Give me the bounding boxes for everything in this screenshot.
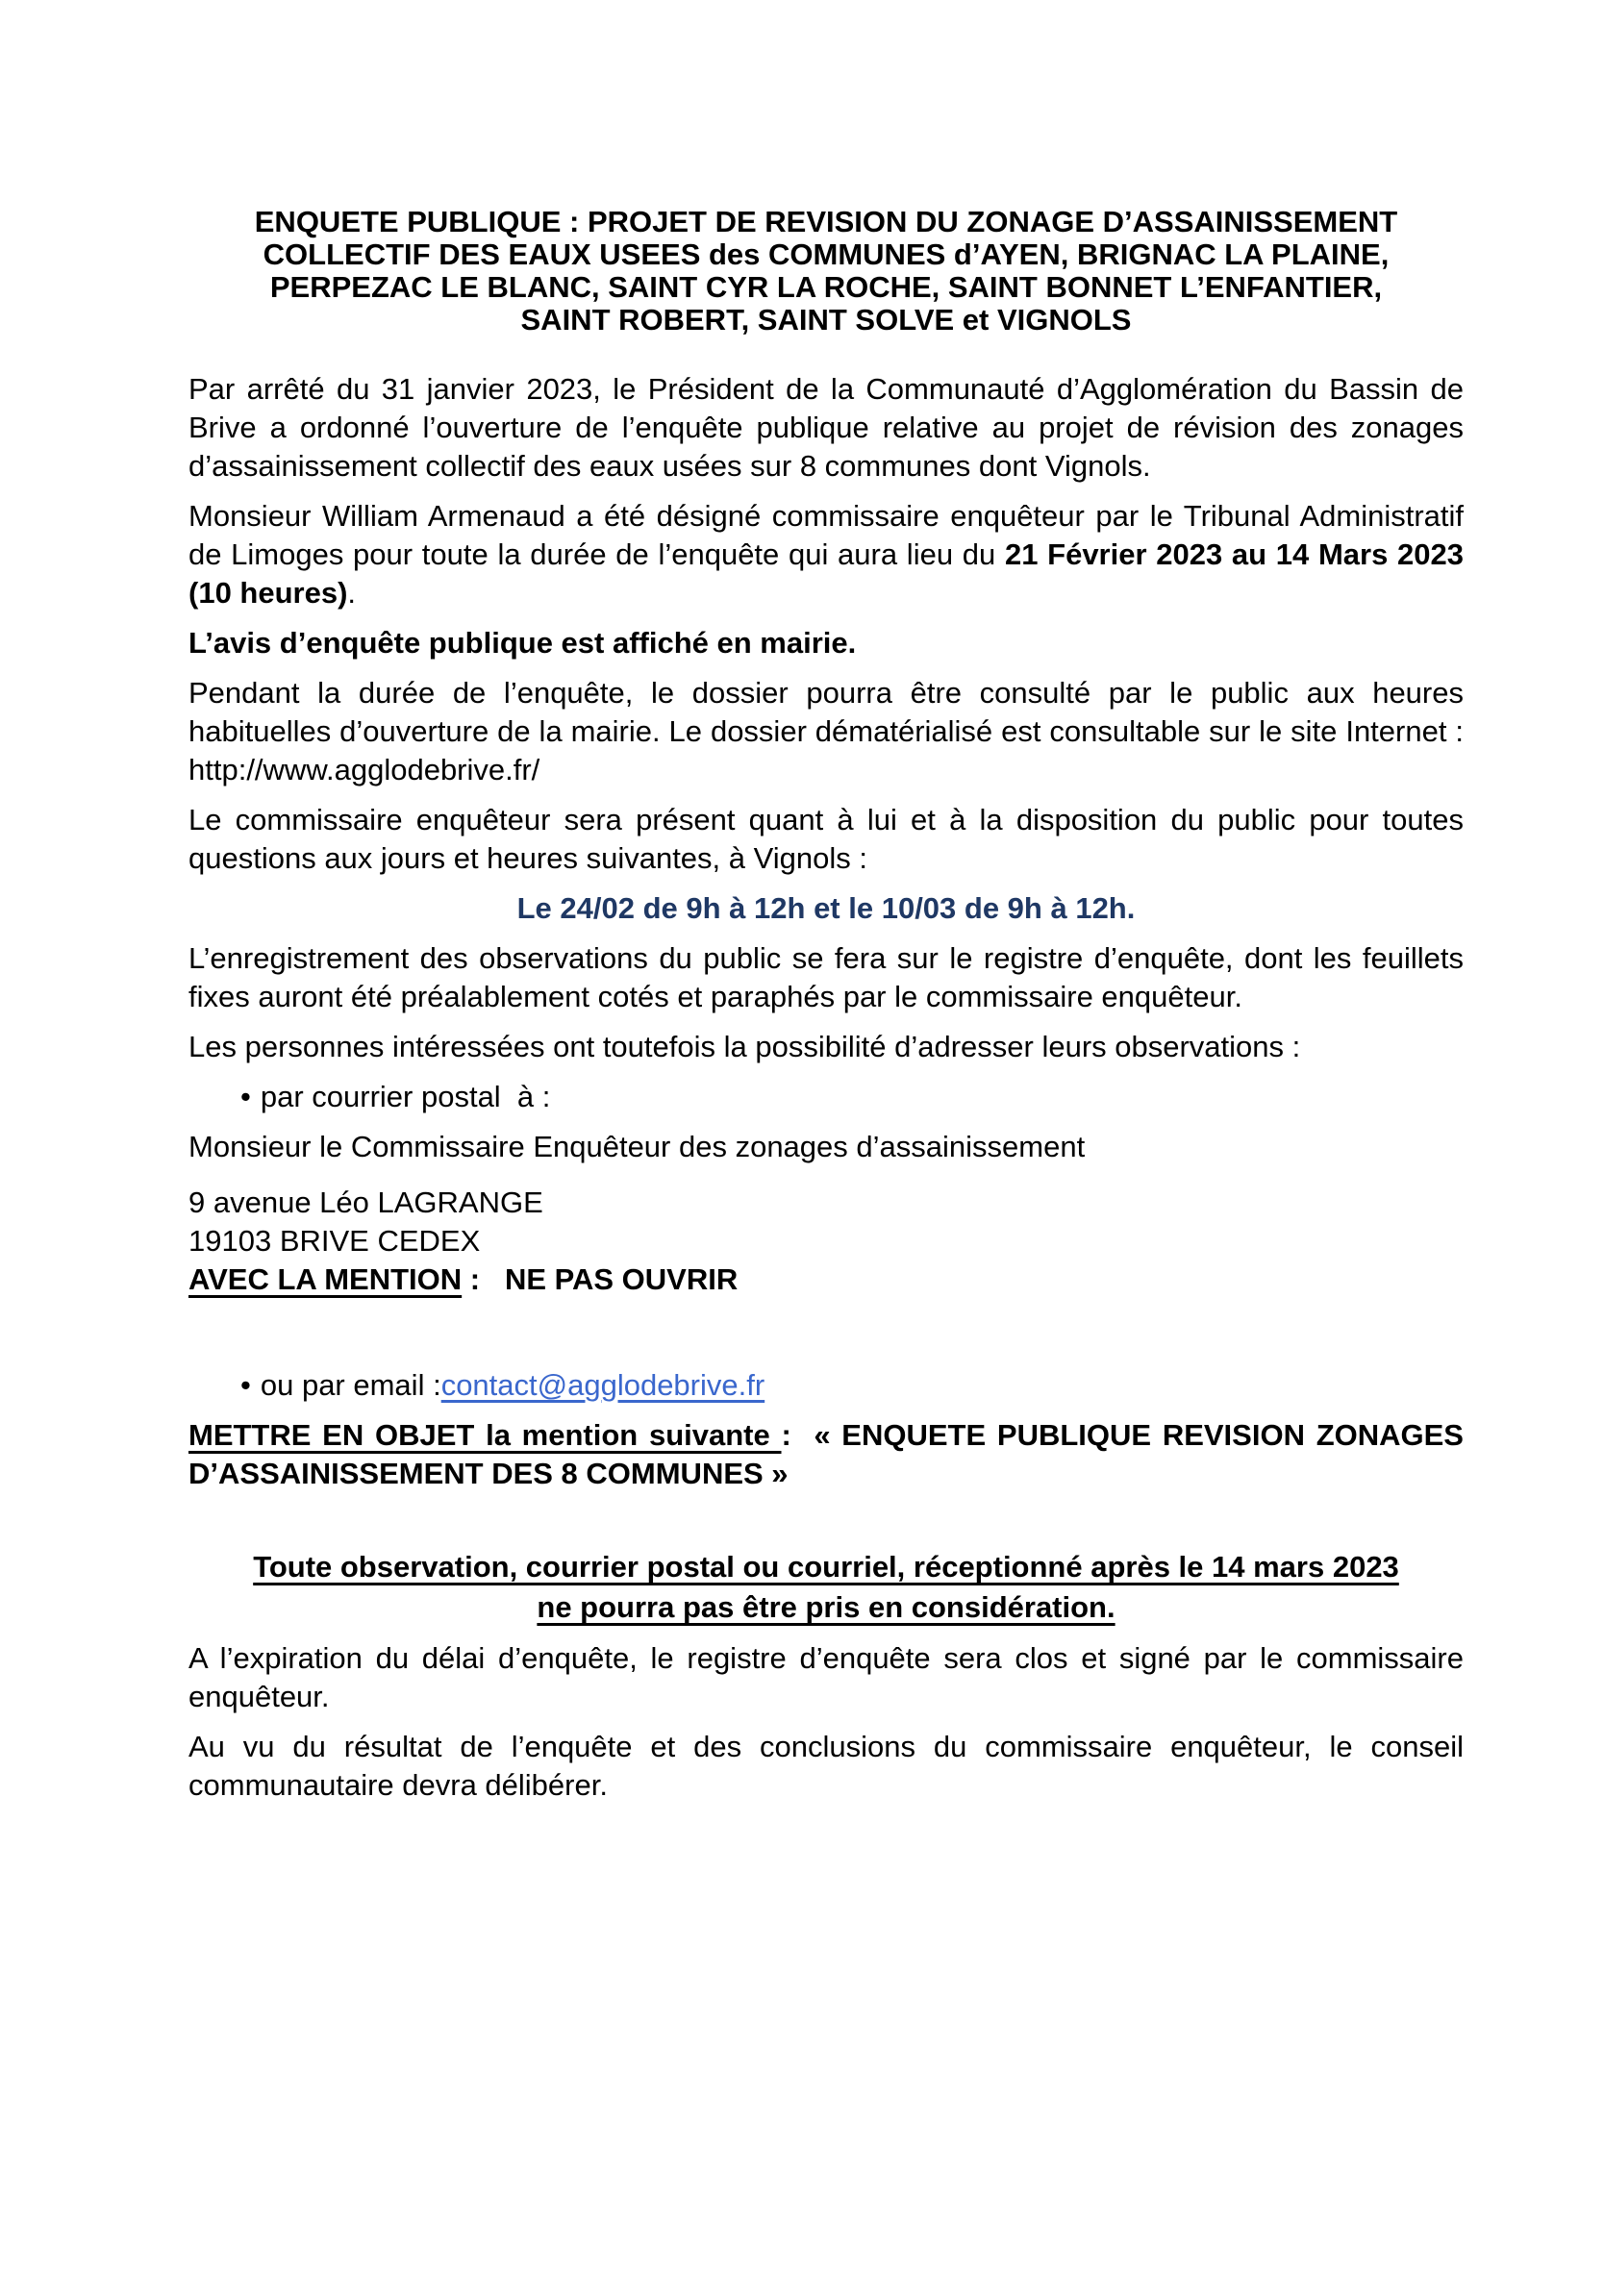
- commissaire-end: .: [347, 576, 357, 610]
- paragraph-destinataire: Monsieur le Commissaire Enquêteur des zonages d’assainissement: [188, 1130, 1086, 1163]
- title-line-3: PERPEZAC LE BLANC, SAINT CYR LA ROCHE, SAINT BONNET L’ENFANTIER,: [269, 270, 1383, 304]
- bullet-email-label: ou par email :: [260, 1368, 441, 1402]
- objet-underlined: METTRE EN OBJET la mention suivante: [188, 1418, 782, 1452]
- mention-text: NE PAS OUVRIR: [504, 1262, 739, 1296]
- deadline-line-2: ne pourra pas être pris en considération.: [537, 1590, 1115, 1624]
- public-notice-document: [188, 188, 1464, 1816]
- title-line-2: COLLECTIF DES EAUX USEES des COMMUNES d’AYEN, BRIGNAC LA PLAINE,: [263, 237, 1390, 271]
- address-line-street: 9 avenue Léo LAGRANGE: [188, 1185, 543, 1219]
- address-line-city: 19103 BRIVE CEDEX: [188, 1224, 481, 1258]
- title-line-4: SAINT ROBERT, SAINT SOLVE et VIGNOLS: [520, 303, 1132, 337]
- paragraph-commissaire: [188, 497, 1464, 612]
- deadline-line-1: Toute observation, courrier postal ou courriel, réceptionné après le 14 mars 2023: [253, 1550, 1399, 1584]
- bullet-icon: •: [240, 1080, 251, 1113]
- paragraph-conclusion: Au vu du résultat de l’enquête et des conclusions du commissaire enquêteur, le conseil communautaire devra délibérer.: [188, 1730, 1464, 1802]
- title-line-1: ENQUETE PUBLIQUE : PROJET DE REVISION DU ZONAGE D’ASSAINISSEMENT: [254, 205, 1398, 238]
- paragraph-objet: [188, 1416, 1464, 1493]
- objet-text: « ENQUETE PUBLIQUE REVISION ZONAGES D’ASSAINISSEMENT DES 8 COMMUNES »: [188, 1418, 1464, 1490]
- enquete-dates: 21 Février 2023 au 14 Mars 2023 (10 heures): [188, 537, 1464, 610]
- mention-line: [188, 1262, 738, 1296]
- bullet-email: [188, 1366, 1464, 1405]
- paragraph-consultation: Pendant la durée de l’enquête, le dossier pourra être consulté par le public aux heures habituelles d’ouverture de la mairie. Le dossier dématérialisé est consultable sur le site Internet : http://www.agglodebrive.fr/: [188, 676, 1464, 786]
- objet-separator: :: [781, 1418, 815, 1452]
- bullet-courrier-postal: [188, 1078, 1464, 1116]
- deadline-notice: [188, 1547, 1464, 1628]
- mention-separator: :: [462, 1262, 505, 1296]
- paragraph-observations: Les personnes intéressées ont toutefois la possibilité d’adresser leurs observations :: [188, 1030, 1301, 1063]
- bullet-courrier-label: par courrier postal à :: [260, 1080, 551, 1113]
- paragraph-arrete: Par arrêté du 31 janvier 2023, le Président de la Communauté d’Agglomération du Bassin de Brive a ordonné l’ouverture de l’enquête publique relative au projet de révision des zonages d’assainissement collectif des eaux usées sur 8 communes dont Vignols.: [188, 372, 1464, 483]
- paragraph-cloture: A l’expiration du délai d’enquête, le registre d’enquête sera clos et signé par le commissaire enquêteur.: [188, 1641, 1464, 1713]
- document-title: [188, 206, 1464, 337]
- address-block: [188, 1184, 1464, 1299]
- email-link[interactable]: contact@agglodebrive.fr: [440, 1368, 765, 1402]
- commissaire-text: Monsieur William Armenaud a été désigné commissaire enquêteur par le Tribunal Administratif de Limoges pour toute la durée de l’enquête qui aura lieu du: [188, 499, 1464, 571]
- paragraph-presence: Le commissaire enquêteur sera présent quant à lui et à la disposition du public pour toutes questions aux jours et heures suivantes, à Vignols :: [188, 803, 1464, 875]
- bullet-icon: •: [240, 1368, 251, 1402]
- mention-underlined: AVEC LA MENTION: [188, 1262, 463, 1296]
- paragraph-registre: L’enregistrement des observations du public se fera sur le registre d’enquête, dont les feuillets fixes auront été préalablement cotés et paraphés par le commissaire enquêteur.: [188, 941, 1464, 1013]
- permanences-dates: Le 24/02 de 9h à 12h et le 10/03 de 9h à 12h.: [516, 891, 1136, 925]
- paragraph-avis-affiche: L’avis d’enquête publique est affiché en mairie.: [188, 626, 857, 660]
